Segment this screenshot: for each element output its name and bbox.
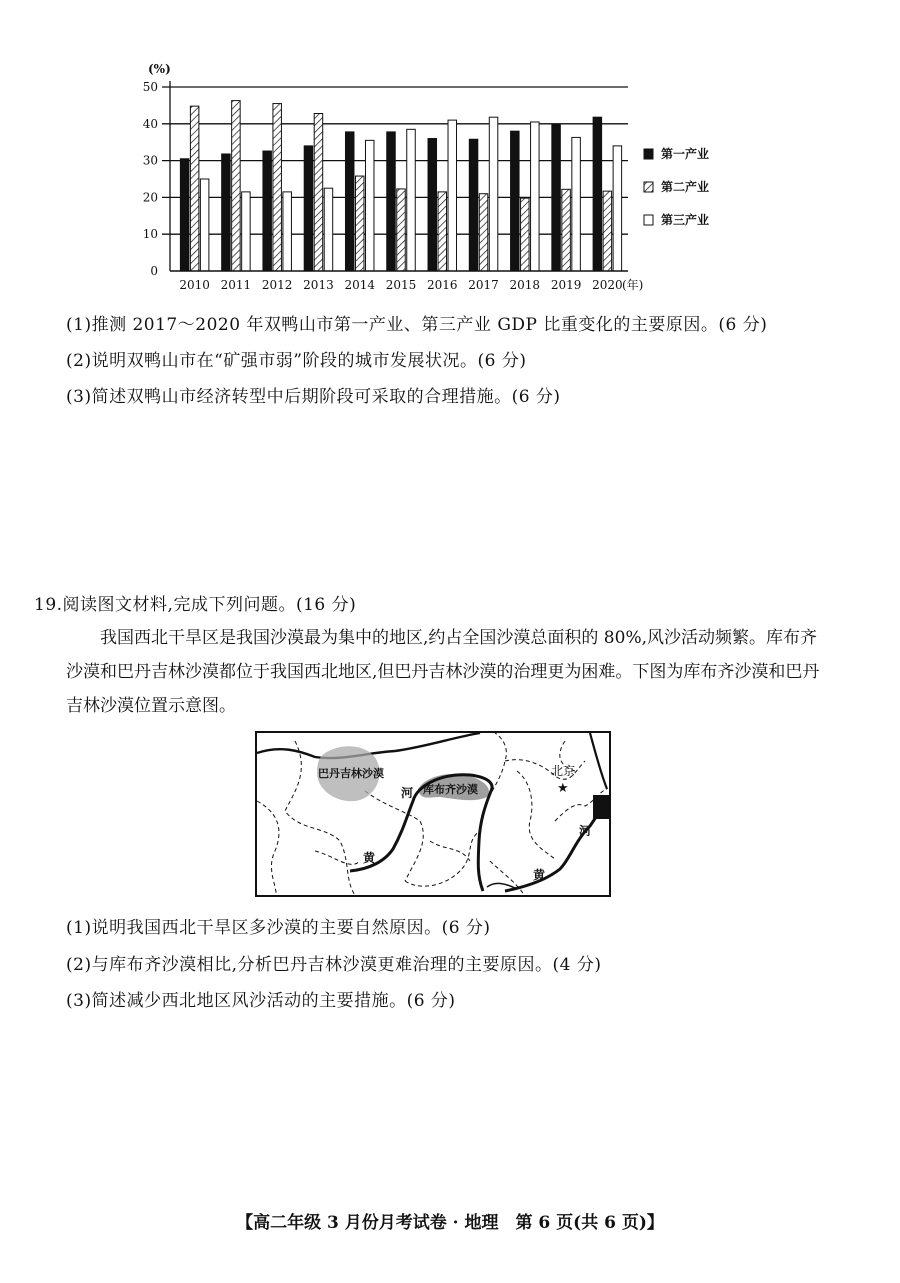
y-tick-label: 40: [142, 116, 158, 131]
bar-第三产业-2016: [448, 120, 457, 271]
bar-第二产业-2012: [273, 104, 282, 271]
x-tick-label: 2010: [179, 278, 210, 292]
x-tick-label: 2013: [303, 278, 334, 292]
bar-第二产业-2019: [562, 189, 571, 271]
x-tick-label: 2017: [468, 278, 499, 292]
bar-第三产业-2012: [283, 192, 292, 271]
bar-第一产业-2017: [469, 139, 478, 271]
x-tick-label: 2012: [261, 278, 293, 292]
x-tick-label: 2016: [426, 278, 458, 292]
bar-第三产业-2015: [407, 129, 416, 271]
q19-paragraph: 我国西北干旱区是我国沙漠最为集中的地区,约占全国沙漠总面积的 80%,风沙活动频繁。库布齐沙漠和巴丹吉林沙漠都位于我国西北地区,但巴丹吉林沙漠的治理更为困难。下图为库布齐沙漠和巴丹吉林沙漠位置示意图。: [66, 628, 820, 716]
bar-第三产业-2010: [200, 179, 209, 271]
desert-location-map: [255, 731, 611, 897]
q19-item-2: (2)与库布齐沙漠相比,分析巴丹吉林沙漠更难治理的主要原因。(4 分): [66, 955, 602, 975]
y-tick-label: 0: [150, 264, 158, 278]
bar-第一产业-2015: [387, 132, 396, 271]
q18-item-1: (1)推测 2017～2020 年双鸭山市第一产业、第三产业 GDP 比重变化的主要原因。(6 分): [66, 315, 768, 335]
page-footer: 【高二年级 3 月份月考试卷 · 地理 第 6 页(共 6 页)】: [236, 1213, 664, 1233]
badain-jaran-label: 巴丹吉林沙漠: [318, 767, 384, 780]
kubuqi-label: 库布齐沙漠: [423, 783, 478, 796]
bar-第三产业-2014: [365, 140, 374, 271]
y-axis-unit-label: (%): [148, 62, 171, 76]
river-label-he-2: 河: [579, 824, 592, 838]
legend-swatch-第二产业: [644, 182, 653, 192]
bar-第三产业-2019: [572, 137, 581, 271]
bar-第二产业-2011: [232, 101, 241, 271]
x-tick-label: 2014: [344, 278, 376, 292]
q19-heading: 19.阅读图文材料,完成下列问题。(16 分): [34, 595, 357, 615]
x-tick-label: 2019: [550, 278, 582, 292]
river-label-huang-2: 黄: [533, 868, 546, 882]
gdp-share-bar-chart: [130, 55, 730, 305]
beijing-label: 北京: [551, 764, 576, 778]
bar-第一产业-2016: [428, 139, 437, 271]
bar-第二产业-2015: [397, 189, 406, 271]
x-tick-label: 2015: [385, 278, 417, 292]
bohai-sea: [593, 795, 610, 819]
bar-第三产业-2011: [242, 192, 251, 271]
bar-第一产业-2013: [304, 146, 313, 271]
bar-第三产业-2013: [324, 188, 333, 271]
bar-第三产业-2020: [613, 146, 622, 271]
legend-swatch-第一产业: [644, 149, 653, 159]
bar-第一产业-2018: [511, 131, 520, 271]
q18-item-3: (3)简述双鸭山市经济转型中后期阶段可采取的合理措施。(6 分): [66, 387, 561, 407]
legend-swatch-第三产业: [644, 215, 653, 225]
bar-第二产业-2020: [603, 191, 612, 271]
bar-第二产业-2016: [438, 192, 447, 271]
beijing-capital-icon: ★: [557, 781, 569, 796]
y-tick-label: 30: [142, 153, 158, 168]
bar-第一产业-2010: [180, 159, 189, 271]
x-tick-label: 2020: [592, 278, 623, 292]
bar-第三产业-2018: [531, 122, 540, 271]
bar-第二产业-2017: [479, 194, 488, 271]
q19-item-1: (1)说明我国西北干旱区多沙漠的主要自然原因。(6 分): [66, 918, 491, 938]
bar-第一产业-2019: [552, 125, 561, 271]
bar-第二产业-2013: [314, 113, 323, 271]
bar-第一产业-2012: [263, 151, 272, 271]
bar-第二产业-2010: [190, 106, 199, 271]
legend-label: 第一产业: [661, 147, 710, 161]
bar-第二产业-2014: [355, 176, 364, 271]
river-label-huang-1: 黄: [363, 851, 376, 865]
y-tick-label: 50: [142, 80, 158, 94]
x-tick-label: 2018: [509, 278, 541, 292]
bar-第二产业-2018: [521, 198, 530, 271]
river-label-he-1: 河: [401, 786, 414, 800]
q19-item-3: (3)简述减少西北地区风沙活动的主要措施。(6 分): [66, 991, 456, 1011]
y-tick-label: 20: [142, 190, 158, 205]
legend-label: 第二产业: [661, 180, 710, 194]
legend-label: 第三产业: [661, 213, 710, 227]
y-tick-label: 10: [142, 227, 158, 242]
bar-第三产业-2017: [489, 117, 498, 271]
bar-第一产业-2014: [345, 132, 354, 271]
x-axis-unit-label: (年): [622, 278, 644, 292]
bar-第一产业-2011: [222, 154, 231, 271]
q18-item-2: (2)说明双鸭山市在“矿强市弱”阶段的城市发展状况。(6 分): [66, 351, 527, 371]
x-tick-label: 2011: [220, 278, 252, 292]
bar-第一产业-2020: [593, 117, 602, 271]
